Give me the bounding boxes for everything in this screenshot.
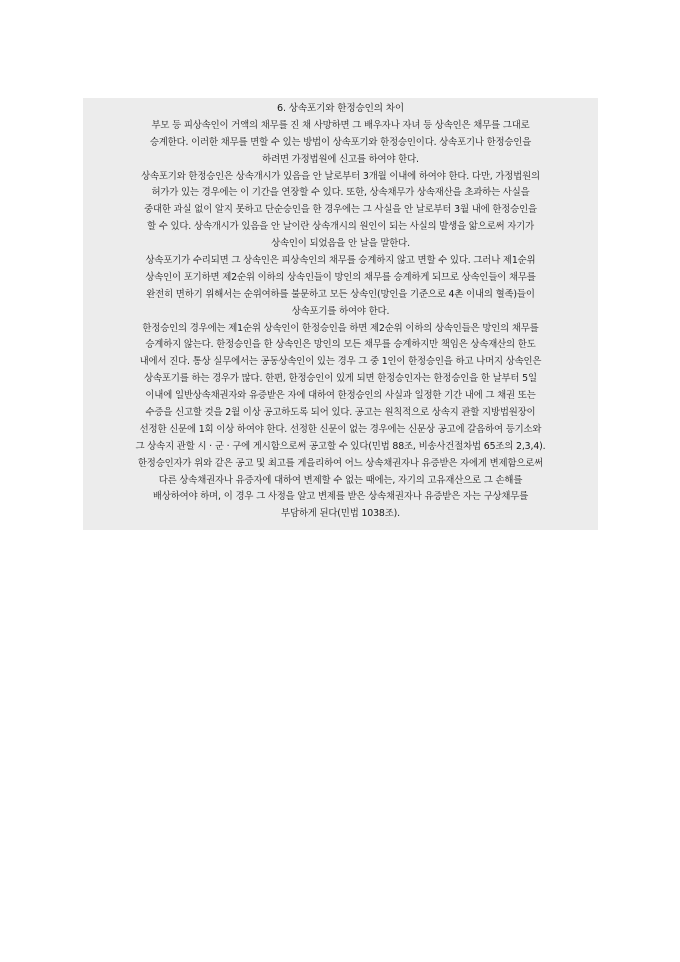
document-text-box [83,98,598,530]
paragraph-line: 승계하지 않는다. 한정승인을 한 상속인은 망인의 모든 채무를 승계하지만 책임은 상속재산의 한도 [145,339,536,351]
paragraph-line: 상속포기를 하는 경우가 많다. 한편, 한정승인이 있게 되면 한정승인자는 한정승인을 한 날부터 5일 [144,373,537,385]
paragraph-line: 그 상속지 관할 시 · 군 · 구에 게시함으로써 공고할 수 있다(민법 88조, 비송사건절차법 65조의 2,3,4). [135,440,546,452]
paragraph-line: 부모 등 피상속인이 거액의 채무를 진 채 사망하면 그 배우자나 자녀 등 상속인은 채무를 그대로 [151,119,530,131]
paragraph-line: 상속포기와 한정승인은 상속개시가 있음을 안 날로부터 3개월 이내에 하여야 한다. 다만, 가정법원의 [141,170,540,182]
paragraph-line: 상속포기가 수리되면 그 상속인은 피상속인의 채무를 승계하지 않고 면할 수 있다. 그러나 제1순위 [145,255,536,267]
paragraph-line: 한정승인의 경우에는 제1순위 상속인이 한정승인을 하면 제2순위 이하의 상속인들은 망인의 채무를 [142,322,539,334]
paragraph-line: 내에서 진다. 통상 실무에서는 공동상속인이 있는 경우 그 중 1인이 한정승인을 하고 나머지 상속인은 [139,356,542,368]
paragraph-line: 상속인이 되었음을 안 날을 말한다. [271,238,410,250]
paragraph-line: 부담하게 된다(민법 1038조). [281,508,400,520]
paragraph-line: 다른 상속채권자나 유증자에 대하여 변제할 수 없는 때에는, 자기의 고유재산으로 그 손해를 [158,474,523,486]
paragraph-line: 배상하여야 하며, 이 경우 그 사정을 알고 변제를 받은 상속채권자나 유증받은 자는 구상채무를 [152,491,529,503]
paragraph-line: 수증을 신고할 것을 2월 이상 공고하도록 되어 있다. 공고는 원칙적으로 상속지 관할 지방법원장이 [145,407,536,419]
paragraph-line: 선정한 신문에 1회 이상 하여야 한다. 선정한 신문이 없는 경우에는 신문상 공고에 갈음하여 등기소와 [139,423,542,435]
section-title: 6. 상속포기와 한정승인의 차이 [277,103,404,114]
paragraph-line: 중대한 과실 없이 알지 못하고 단순승인을 한 경우에는 그 사실을 안 날로부터 3월 내에 한정승인을 [144,204,537,216]
paragraph-line: 상속인이 포기하면 제2순위 이하의 상속인들이 망인의 채무를 승계하게 되므로 상속인들이 채무를 [145,271,536,283]
paragraph-line: 승계한다. 이러한 채무를 면할 수 있는 방법이 상속포기와 한정승인이다. 상속포기나 한정승인을 [149,136,532,148]
paragraph-line: 상속포기를 하여야 한다. [291,305,390,317]
paragraph-line: 허가가 있는 경우에는 이 기간을 연장할 수 있다. 또한, 상속채무가 상속재산을 초과하는 사실을 [151,187,530,199]
paragraph-line: 이내에 일반상속채권자와 유증받은 자에 대하여 한정승인의 사실과 일정한 기간 내에 그 채권 또는 [145,390,536,402]
paragraph-line: 하려면 가정법원에 신고를 하여야 한다. [262,153,419,165]
paragraph-line: 완전히 면하기 위해서는 순위여하를 불문하고 모든 상속인(망인을 기준으로 4촌 이내의 혈족)들이 [146,288,535,300]
paragraph-line: 한정승인자가 위와 같은 공고 및 최고를 게을리하여 어느 상속채권자나 유증받은 자에게 변제함으로써 [137,457,544,469]
paragraph-line: 할 수 있다. 상속개시가 있음을 안 날이란 상속개시의 원인이 되는 사실의 발생을 앎으로써 자기가 [147,221,534,233]
